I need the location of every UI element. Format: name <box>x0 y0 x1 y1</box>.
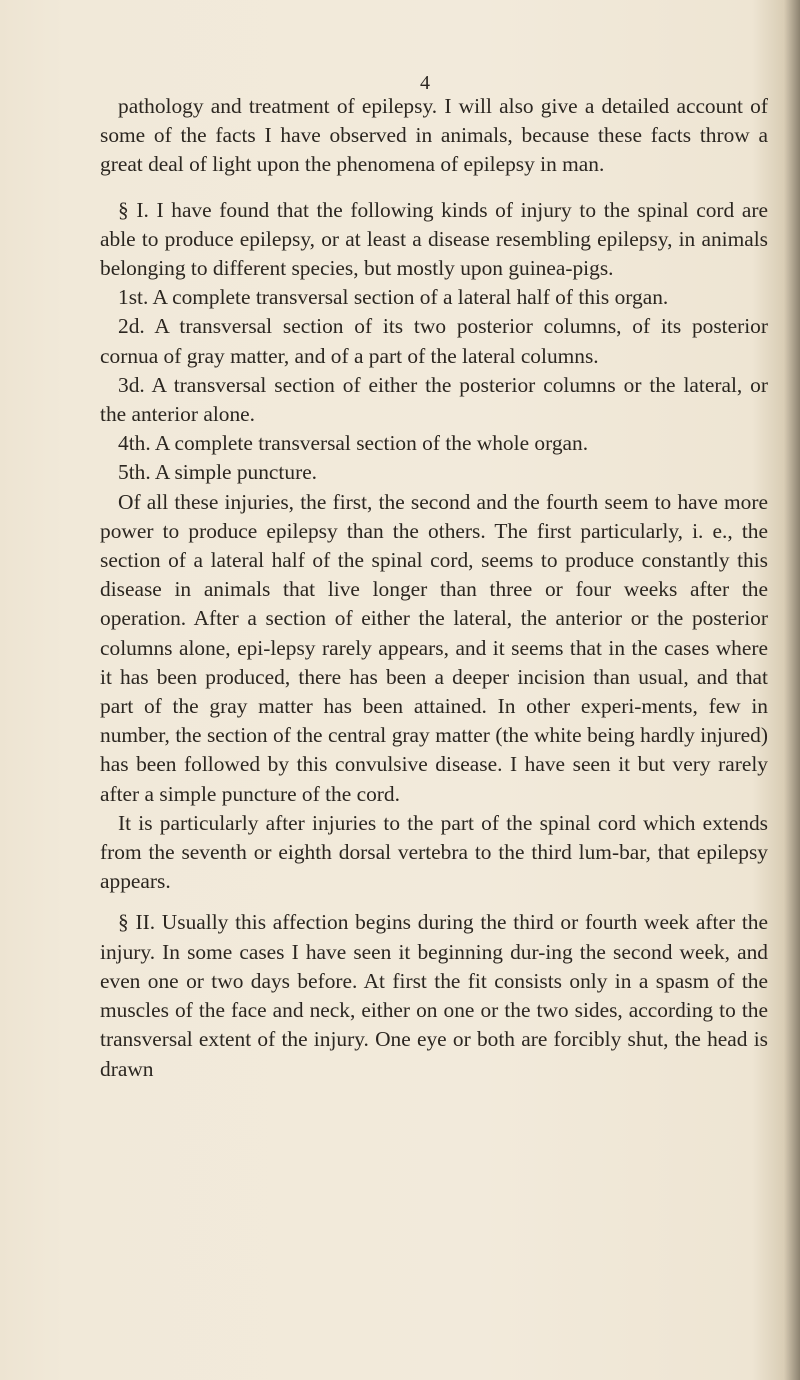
paragraph-intro-continuation: pathology and treatment of epilepsy. I will also give a detailed account of some of the facts I have observed in animals, because these facts throw a great deal of light upon the phenomena of epilepsy in man. <box>100 94 768 177</box>
list-item-1st: 1st. A complete transversal section of a lateral half of this organ. <box>118 285 669 310</box>
body-text <box>100 92 768 1084</box>
list-item-5th: 5th. A simple puncture. <box>118 460 318 485</box>
paragraph-section-1: § I. I have found that the following kinds of injury to the spinal cord are able to produce epilepsy, or at least a disease resembling epilepsy, in animals belonging to different species, but mostly upon guinea-pigs. <box>100 197 768 281</box>
page-number: 4 <box>420 72 430 94</box>
list-item-2d: 2d. A transversal section of its two posterior columns, of its posterior cornua of gray matter, and of a part of the lateral columns. <box>100 314 768 368</box>
paragraph-section-2: § II. Usually this affection begins during the third or fourth week after the injury. In some cases I have seen it beginning dur-ing the second week, and even one or two days before. At first the fit consists only in a spasm of the muscles of the face and neck, either on one or the two sides, according to the transversal extent of the injury. One eye or both are forcibly shut, the head is drawn <box>100 910 768 1081</box>
list-item-4th: 4th. A complete transversal section of the whole organ. <box>118 431 589 456</box>
paragraph-injuries-comparison: Of all these injuries, the first, the second and the fourth seem to have more power to produce epilepsy than the others. The first particularly, i. e., the section of a lateral half of the spinal cord, seems to produce constantly this disease in animals that live longer than three or four weeks after the operation. After a section of either the lateral, the anterior or the posterior columns alone, epi-lepsy rarely appears, and it seems that in the cases where it has been produced, there has been a deeper incision than usual, and that part of the gray matter has been attained. In other experi-ments, few in number, the section of the central gray matter (the white being hardly injured) has been followed by this convulsive disease. I have seen it but very rarely after a simple puncture of the cord. <box>100 489 768 806</box>
list-item-3d: 3d. A transversal section of either the posterior columns or the lateral, or the anterior alone. <box>100 372 768 427</box>
paragraph-spinal-region: It is particularly after injuries to the part of the spinal cord which extends from the seventh or eighth dorsal vertebra to the third lum-bar, that epilepsy appears. <box>100 810 768 894</box>
